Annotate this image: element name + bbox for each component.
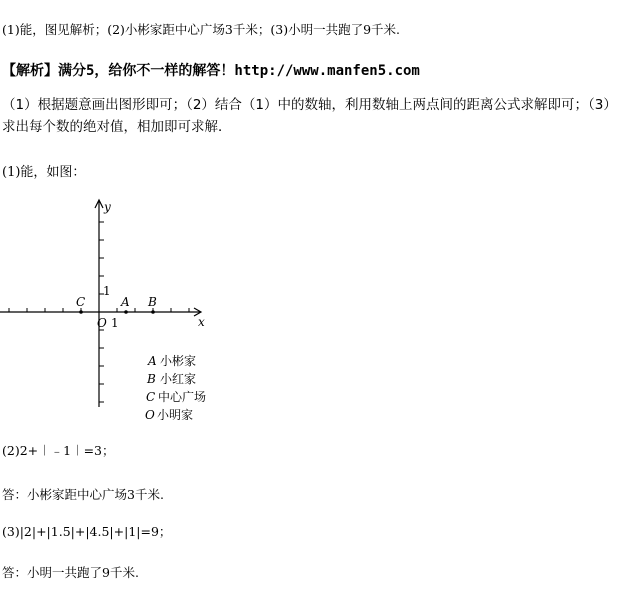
legend-letter: A bbox=[148, 354, 157, 368]
legend-letter: C bbox=[146, 390, 156, 404]
analysis-header bbox=[2, 60, 420, 80]
number-line-diagram bbox=[0, 195, 240, 420]
point-C bbox=[79, 310, 83, 314]
x-tick-label: 1 bbox=[111, 316, 119, 330]
part3-answer: 答：小明一共跑了9千米. bbox=[2, 565, 139, 580]
part2-calc: (2)2+︱﹣1︱=3； bbox=[2, 443, 115, 458]
legend-letter: B bbox=[147, 372, 156, 386]
legend-label: 中心广场 bbox=[158, 390, 207, 404]
diagram-legend bbox=[145, 353, 206, 420]
part1-intro: (1)能，如图： bbox=[2, 165, 86, 180]
answer-summary: (1)能，图见解析；(2)小彬家距中心广场3千米；(3)小明一共跑了9千米. bbox=[2, 22, 400, 37]
legend-label: 小红家 bbox=[160, 372, 197, 386]
point-label-B: B bbox=[148, 295, 157, 309]
analysis-promo: 满分5，给你不一样的解答！http://www.manfen5.com bbox=[58, 63, 420, 79]
y-tick-label: 1 bbox=[103, 284, 111, 298]
analysis-text: （1）根据题意画出图形即可；（2）结合（1）中的数轴，利用数轴上两点间的距离公式求解即可；（3）求出每个数的绝对值，相加即可求解． bbox=[2, 97, 617, 135]
point-label-A: A bbox=[121, 295, 130, 309]
point-B bbox=[151, 310, 155, 314]
x-axis-label: x bbox=[198, 315, 205, 329]
point-label-C: C bbox=[76, 295, 86, 309]
analysis-tag: 【解析】 bbox=[2, 63, 58, 79]
legend-label: 小明家 bbox=[157, 408, 194, 420]
point-A bbox=[124, 310, 128, 314]
legend-label: 小彬家 bbox=[160, 354, 197, 368]
y-axis-label: y bbox=[104, 200, 111, 214]
origin-label: O bbox=[97, 316, 107, 330]
legend-letter: O bbox=[145, 408, 155, 420]
part3-calc: (3)|2|+|1.5|+|4.5|+|1|=9； bbox=[2, 524, 172, 539]
part2-answer: 答：小彬家距中心广场3千米. bbox=[2, 487, 164, 502]
